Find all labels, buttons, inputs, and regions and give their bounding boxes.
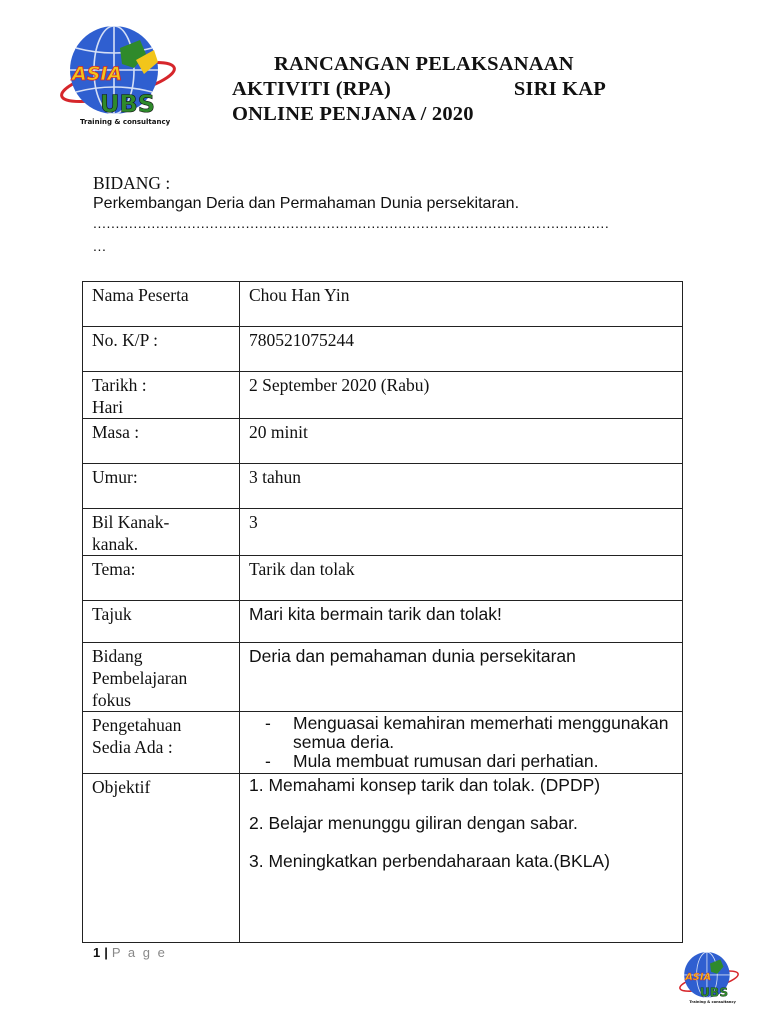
tarikh-label-line-2: Hari xyxy=(92,397,124,417)
kp-label: No. K/P : xyxy=(83,327,240,372)
bil-label xyxy=(83,509,240,556)
list-item: - Mula membuat rumusan dari perhatian. xyxy=(265,752,673,771)
umur-label: Umur: xyxy=(83,464,240,509)
title-line-3: ONLINE PENJANA / 2020 xyxy=(232,103,474,125)
logo-text-main: UBS xyxy=(100,90,156,118)
title-line-1: RANCANGAN PELAKSANAAN xyxy=(274,53,574,75)
table-row-pengetahuan xyxy=(83,712,683,774)
document-title xyxy=(232,52,612,127)
objektif-item: 1. Memahami konsep tarik dan tolak. (DPDP) xyxy=(249,775,601,795)
logo-tagline: Training & consultancy xyxy=(80,118,171,126)
objektif-value xyxy=(240,774,683,943)
pengetahuan-label-line-1: Pengetahuan xyxy=(92,715,182,735)
nama-value: Chou Han Yin xyxy=(240,282,683,327)
table-row-bidang-fokus xyxy=(83,643,683,712)
tajuk-value: Mari kita bermain tarik dan tolak! xyxy=(240,601,683,643)
rpa-details-table xyxy=(82,281,683,943)
logo-small-tagline: Training & consultancy xyxy=(689,999,736,1004)
bidang-fokus-label-line-3: fokus xyxy=(92,690,131,710)
title-line-2-left: AKTIVITI (RPA) xyxy=(232,78,392,100)
page-footer xyxy=(93,945,167,960)
pengetahuan-label xyxy=(83,712,240,774)
title-line-2 xyxy=(232,77,606,102)
table-row-nama xyxy=(83,282,683,327)
tema-label: Tema: xyxy=(83,556,240,601)
dotted-line-continuation: ... xyxy=(93,238,107,254)
table-row-tema xyxy=(83,556,683,601)
pengetahuan-value xyxy=(240,712,683,774)
list-item: - Menguasai kemahiran memerhati menggunakan semua deria. xyxy=(265,714,673,752)
asia-ubs-logo xyxy=(58,20,178,132)
nama-label: Nama Peserta xyxy=(83,282,240,327)
bidang-fokus-value: Deria dan pemahaman dunia persekitaran xyxy=(240,643,683,712)
dotted-line: ................................................................................................................... xyxy=(93,215,610,231)
table-row-tarikh xyxy=(83,372,683,419)
bil-value: 3 xyxy=(240,509,683,556)
pengetahuan-list xyxy=(249,714,673,771)
pengetahuan-label-line-2: Sedia Ada : xyxy=(92,737,173,757)
tajuk-label: Tajuk xyxy=(83,601,240,643)
bidang-label: BIDANG : xyxy=(93,173,171,193)
tarikh-label xyxy=(83,372,240,419)
objektif-item: 3. Meningkatkan perbendaharaan kata.(BKLA) xyxy=(249,851,610,871)
tema-value: Tarik dan tolak xyxy=(240,556,683,601)
tarikh-label-line-1: Tarikh : xyxy=(92,375,147,395)
table-row-bil xyxy=(83,509,683,556)
bil-label-line-1: Bil Kanak- xyxy=(92,512,170,532)
bidang-fokus-label-line-1: Bidang xyxy=(92,646,143,666)
bidang-fokus-label-line-2: Pembelajaran xyxy=(92,668,188,688)
objektif-item: 2. Belajar menunggu giliran dengan sabar. xyxy=(249,813,578,833)
objektif-label: Objektif xyxy=(83,774,240,943)
table-row-masa xyxy=(83,419,683,464)
tarikh-value: 2 September 2020 (Rabu) xyxy=(240,372,683,419)
bidang-text: Perkembangan Deria dan Permahaman Dunia persekitaran. xyxy=(93,195,520,212)
page-label: P a g e xyxy=(111,945,167,960)
bidang-fokus-label xyxy=(83,643,240,712)
kp-value: 780521075244 xyxy=(240,327,683,372)
logo-small-text-top: ASIA xyxy=(685,972,712,984)
table-row-objektif xyxy=(83,774,683,943)
title-line-2-right: SIRI KAP xyxy=(513,78,606,100)
umur-value: 3 tahun xyxy=(240,464,683,509)
page-number: 1 xyxy=(93,945,101,960)
masa-value: 20 minit xyxy=(240,419,683,464)
asia-ubs-logo-small xyxy=(678,948,740,1008)
table-row-tajuk xyxy=(83,601,683,643)
table-row-kp xyxy=(83,327,683,372)
logo-small-text-main: UBS xyxy=(699,984,729,1000)
logo-text-top: ASIA xyxy=(72,63,123,85)
table-row-umur xyxy=(83,464,683,509)
masa-label: Masa : xyxy=(83,419,240,464)
page-separator: | xyxy=(104,945,108,960)
bil-label-line-2: kanak. xyxy=(92,534,139,554)
